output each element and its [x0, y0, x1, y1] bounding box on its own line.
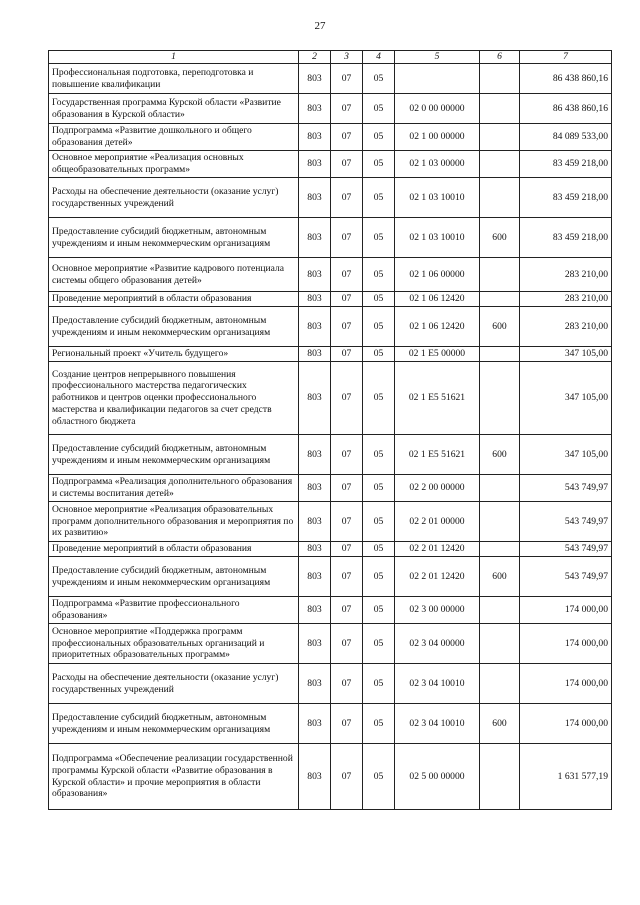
row-subsection: 05 [363, 664, 395, 704]
table-row [49, 347, 612, 362]
row-name: Основное мероприятие «Развитие кадрового потенциала системы общего образования детей» [49, 258, 299, 292]
row-name: Основное мероприятие «Реализация образовательных программ дополнительного образования и мероприятия по их развитию» [49, 502, 299, 542]
row-sum: 283 210,00 [520, 307, 612, 347]
row-name: Создание центров непрерывного повышения профессионального мастерства педагогических работников и центров оценки профессионального мастерства и квалификации педагогов за счет средств областного бюджета [49, 362, 299, 435]
row-sum: 83 459 218,00 [520, 218, 612, 258]
row-expense-type: 600 [480, 307, 520, 347]
row-target-article: 02 1 E5 51621 [395, 362, 480, 435]
row-grbs: 803 [299, 218, 331, 258]
table-row [49, 624, 612, 664]
row-expense-type [480, 124, 520, 151]
row-expense-type [480, 258, 520, 292]
row-sum: 174 000,00 [520, 664, 612, 704]
row-expense-type [480, 542, 520, 557]
row-name: Предоставление субсидий бюджетным, автономным учреждениям и иным некоммерческим организациям [49, 218, 299, 258]
table-row [49, 362, 612, 435]
col-header-name: 1 [49, 51, 299, 64]
row-section: 07 [331, 292, 363, 307]
page-number: 27 [314, 20, 326, 32]
table-row [49, 178, 612, 218]
row-sum: 283 210,00 [520, 292, 612, 307]
table-row [49, 435, 612, 475]
row-section: 07 [331, 664, 363, 704]
row-target-article: 02 5 00 00000 [395, 744, 480, 810]
row-grbs: 803 [299, 624, 331, 664]
table-row [49, 704, 612, 744]
row-section: 07 [331, 475, 363, 502]
row-section: 07 [331, 94, 363, 124]
row-grbs: 803 [299, 557, 331, 597]
col-header-target-article: 5 [395, 51, 480, 64]
row-expense-type [480, 94, 520, 124]
table-row [49, 64, 612, 94]
row-target-article: 02 3 04 00000 [395, 624, 480, 664]
row-sum: 347 105,00 [520, 362, 612, 435]
row-sum: 84 089 533,00 [520, 124, 612, 151]
row-grbs: 803 [299, 542, 331, 557]
row-name: Расходы на обеспечение деятельности (оказание услуг) государственных учреждений [49, 178, 299, 218]
col-header-expense-type: 6 [480, 51, 520, 64]
row-sum: 543 749,97 [520, 557, 612, 597]
row-expense-type: 600 [480, 704, 520, 744]
row-target-article: 02 1 06 12420 [395, 307, 480, 347]
row-subsection: 05 [363, 151, 395, 178]
row-target-article: 02 2 01 12420 [395, 557, 480, 597]
row-expense-type [480, 744, 520, 810]
table-row [49, 502, 612, 542]
row-name: Подпрограмма «Обеспечение реализации государственной программы Курской области «Развитие образования в Курской области» и прочие мероприятия в области образования» [49, 744, 299, 810]
row-expense-type: 600 [480, 557, 520, 597]
row-name: Предоставление субсидий бюджетным, автономным учреждениям и иным некоммерческим организациям [49, 704, 299, 744]
row-subsection: 05 [363, 307, 395, 347]
row-grbs: 803 [299, 64, 331, 94]
row-expense-type [480, 664, 520, 704]
row-expense-type [480, 64, 520, 94]
row-name: Подпрограмма «Развитие дошкольного и общего образования детей» [49, 124, 299, 151]
row-subsection: 05 [363, 218, 395, 258]
table-row [49, 292, 612, 307]
row-section: 07 [331, 218, 363, 258]
row-section: 07 [331, 744, 363, 810]
col-header-subsection: 4 [363, 51, 395, 64]
row-target-article: 02 1 06 00000 [395, 258, 480, 292]
col-header-section: 3 [331, 51, 363, 64]
row-name: Профессиональная подготовка, переподготовка и повышение квалификации [49, 64, 299, 94]
row-section: 07 [331, 435, 363, 475]
row-section: 07 [331, 258, 363, 292]
row-name: Основное мероприятие «Поддержка программ профессиональных образовательных организаций и приоритетных образовательных программ» [49, 624, 299, 664]
table-row [49, 597, 612, 624]
row-target-article: 02 1 E5 51621 [395, 435, 480, 475]
row-section: 07 [331, 151, 363, 178]
row-grbs: 803 [299, 475, 331, 502]
table-row [49, 664, 612, 704]
row-target-article: 02 3 04 10010 [395, 664, 480, 704]
row-subsection: 05 [363, 704, 395, 744]
row-sum: 347 105,00 [520, 347, 612, 362]
row-sum: 543 749,97 [520, 502, 612, 542]
row-name: Предоставление субсидий бюджетным, автономным учреждениям и иным некоммерческим организациям [49, 307, 299, 347]
row-name: Региональный проект «Учитель будущего» [49, 347, 299, 362]
col-header-grbs: 2 [299, 51, 331, 64]
row-expense-type [480, 347, 520, 362]
row-grbs: 803 [299, 664, 331, 704]
row-section: 07 [331, 178, 363, 218]
row-target-article: 02 1 00 00000 [395, 124, 480, 151]
row-target-article: 02 1 03 10010 [395, 218, 480, 258]
table-row [49, 557, 612, 597]
row-expense-type: 600 [480, 218, 520, 258]
row-subsection: 05 [363, 744, 395, 810]
row-grbs: 803 [299, 178, 331, 218]
row-sum: 86 438 860,16 [520, 94, 612, 124]
row-target-article: 02 1 03 00000 [395, 151, 480, 178]
row-name: Подпрограмма «Реализация дополнительного образования и системы воспитания детей» [49, 475, 299, 502]
row-name: Проведение мероприятий в области образования [49, 542, 299, 557]
row-section: 07 [331, 624, 363, 664]
row-expense-type [480, 502, 520, 542]
row-target-article: 02 3 04 10010 [395, 704, 480, 744]
row-subsection: 05 [363, 64, 395, 94]
row-grbs: 803 [299, 435, 331, 475]
row-grbs: 803 [299, 744, 331, 810]
row-subsection: 05 [363, 292, 395, 307]
row-section: 07 [331, 64, 363, 94]
row-subsection: 05 [363, 557, 395, 597]
row-grbs: 803 [299, 502, 331, 542]
row-sum: 174 000,00 [520, 704, 612, 744]
row-subsection: 05 [363, 178, 395, 218]
row-expense-type [480, 597, 520, 624]
row-expense-type [480, 362, 520, 435]
row-name: Предоставление субсидий бюджетным, автономным учреждениям и иным некоммерческим организациям [49, 557, 299, 597]
table-row [49, 744, 612, 810]
row-sum: 543 749,97 [520, 542, 612, 557]
row-sum: 283 210,00 [520, 258, 612, 292]
row-expense-type [480, 624, 520, 664]
row-section: 07 [331, 362, 363, 435]
col-header-sum: 7 [520, 51, 612, 64]
row-name: Проведение мероприятий в области образования [49, 292, 299, 307]
row-subsection: 05 [363, 94, 395, 124]
table-row [49, 475, 612, 502]
row-target-article [395, 64, 480, 94]
table-row [49, 151, 612, 178]
row-grbs: 803 [299, 124, 331, 151]
row-subsection: 05 [363, 597, 395, 624]
row-expense-type [480, 475, 520, 502]
row-name: Государственная программа Курской области «Развитие образования в Курской области» [49, 94, 299, 124]
row-name: Основное мероприятие «Реализация основных общеобразовательных программ» [49, 151, 299, 178]
row-grbs: 803 [299, 704, 331, 744]
row-subsection: 05 [363, 347, 395, 362]
row-section: 07 [331, 597, 363, 624]
row-target-article: 02 3 00 00000 [395, 597, 480, 624]
row-grbs: 803 [299, 347, 331, 362]
header-row [49, 51, 612, 64]
row-name: Подпрограмма «Развитие профессионального образования» [49, 597, 299, 624]
row-expense-type [480, 292, 520, 307]
table-row [49, 218, 612, 258]
row-name: Предоставление субсидий бюджетным, автономным учреждениям и иным некоммерческим организациям [49, 435, 299, 475]
row-section: 07 [331, 704, 363, 744]
row-expense-type [480, 151, 520, 178]
row-subsection: 05 [363, 362, 395, 435]
budget-table [48, 50, 612, 810]
row-section: 07 [331, 557, 363, 597]
row-sum: 347 105,00 [520, 435, 612, 475]
table-row [49, 542, 612, 557]
row-subsection: 05 [363, 258, 395, 292]
row-grbs: 803 [299, 362, 331, 435]
row-name: Расходы на обеспечение деятельности (оказание услуг) государственных учреждений [49, 664, 299, 704]
row-sum: 174 000,00 [520, 624, 612, 664]
row-expense-type: 600 [480, 435, 520, 475]
row-grbs: 803 [299, 94, 331, 124]
row-subsection: 05 [363, 502, 395, 542]
row-grbs: 803 [299, 151, 331, 178]
row-target-article: 02 0 00 00000 [395, 94, 480, 124]
row-subsection: 05 [363, 624, 395, 664]
row-section: 07 [331, 542, 363, 557]
row-grbs: 803 [299, 258, 331, 292]
row-grbs: 803 [299, 597, 331, 624]
row-expense-type [480, 178, 520, 218]
row-sum: 83 459 218,00 [520, 151, 612, 178]
row-grbs: 803 [299, 292, 331, 307]
row-subsection: 05 [363, 475, 395, 502]
table-row [49, 94, 612, 124]
row-target-article: 02 2 01 00000 [395, 502, 480, 542]
row-sum: 174 000,00 [520, 597, 612, 624]
row-sum: 83 459 218,00 [520, 178, 612, 218]
row-section: 07 [331, 307, 363, 347]
row-target-article: 02 2 00 00000 [395, 475, 480, 502]
row-target-article: 02 1 06 12420 [395, 292, 480, 307]
row-sum: 1 631 577,19 [520, 744, 612, 810]
row-sum: 86 438 860,16 [520, 64, 612, 94]
row-grbs: 803 [299, 307, 331, 347]
row-section: 07 [331, 124, 363, 151]
row-subsection: 05 [363, 435, 395, 475]
row-subsection: 05 [363, 542, 395, 557]
row-target-article: 02 1 03 10010 [395, 178, 480, 218]
row-section: 07 [331, 347, 363, 362]
row-subsection: 05 [363, 124, 395, 151]
row-target-article: 02 2 01 12420 [395, 542, 480, 557]
table-row [49, 124, 612, 151]
row-section: 07 [331, 502, 363, 542]
table-row [49, 258, 612, 292]
row-target-article: 02 1 E5 00000 [395, 347, 480, 362]
row-sum: 543 749,97 [520, 475, 612, 502]
table-row [49, 307, 612, 347]
